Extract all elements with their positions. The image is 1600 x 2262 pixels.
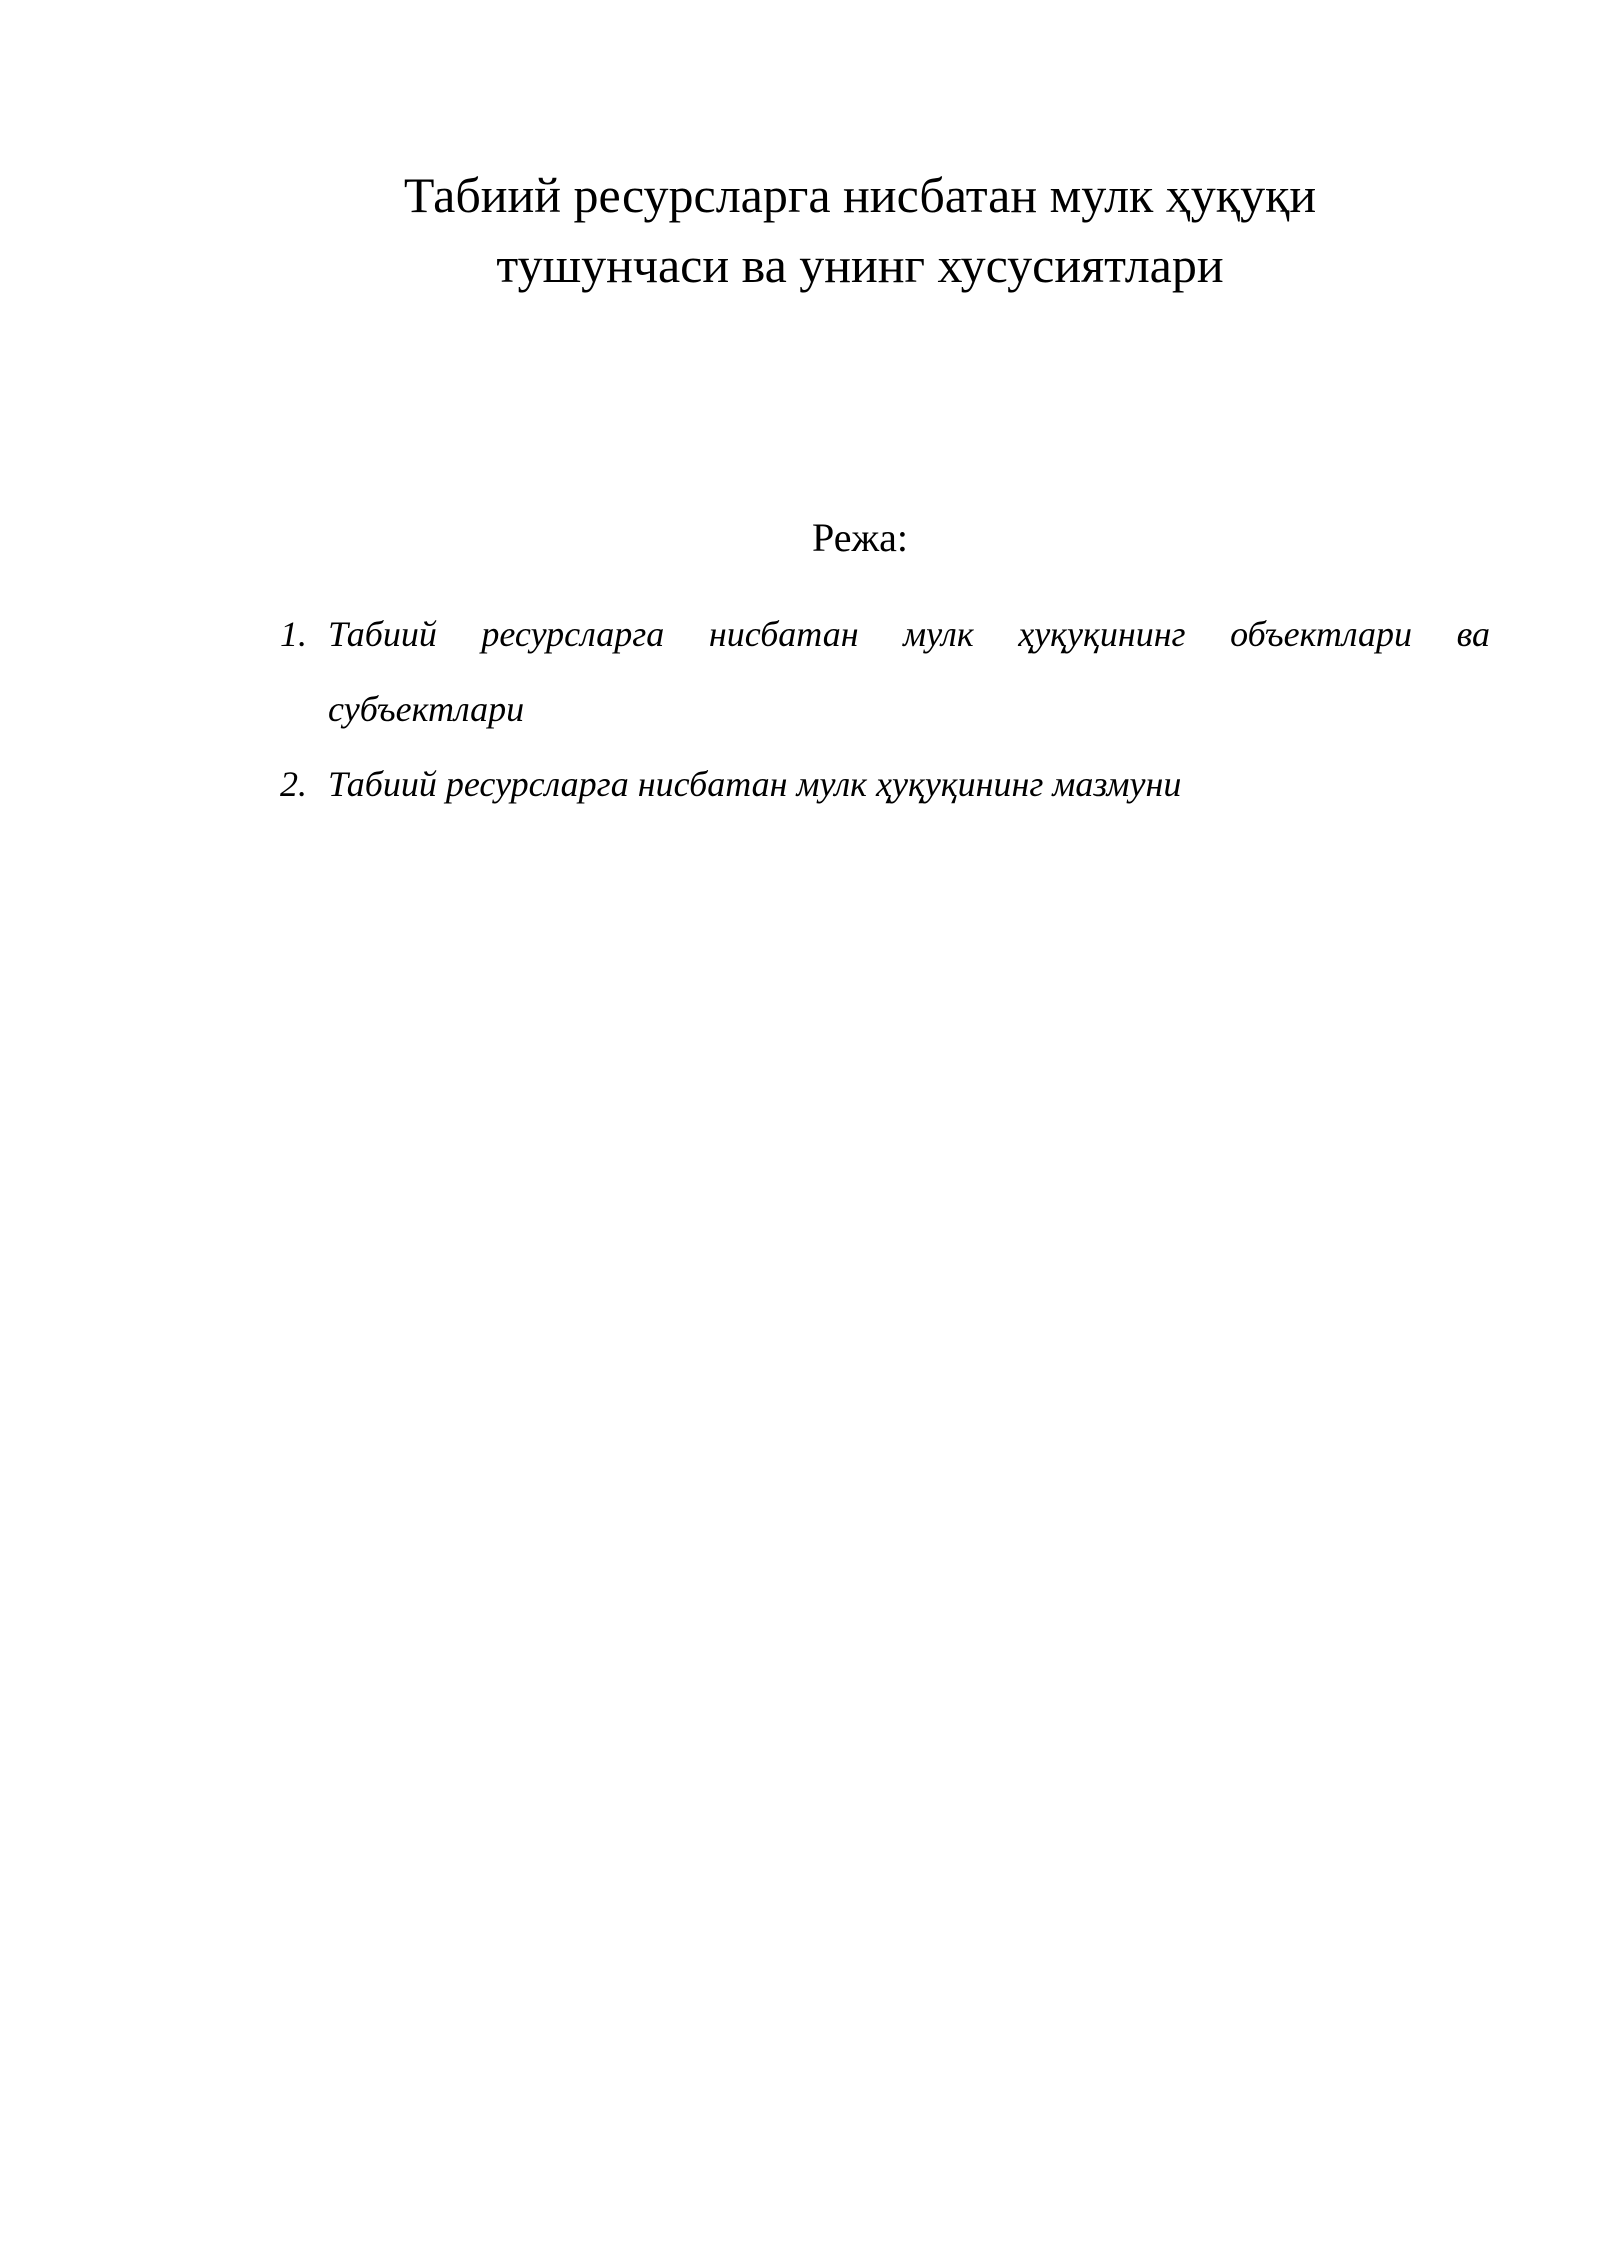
plan-heading: Режа: — [812, 515, 908, 560]
document-title-line-2: тушунчаси ва унинг хусусиятлари — [496, 237, 1224, 293]
plan-list — [280, 610, 1490, 835]
plan-item-2 — [280, 760, 1490, 808]
plan-item-text-line: субъектлари — [328, 689, 525, 729]
plan-item-number: 2. — [280, 764, 307, 804]
plan-item-1 — [280, 610, 1490, 733]
plan-item-text-line: Табиий ресурсларга нисбатан мулк ҳуқуқининг мазмуни — [328, 764, 1182, 804]
document-title — [280, 160, 1440, 300]
plan-item-text-line: Табиий ресурсларга нисбатан мулк ҳуқуқининг объектлари ва — [328, 614, 1490, 654]
plan-item-number: 1. — [280, 614, 307, 654]
document-title-line-1: Табиий ресурсларга нисбатан мулк ҳуқуқи — [403, 167, 1317, 223]
